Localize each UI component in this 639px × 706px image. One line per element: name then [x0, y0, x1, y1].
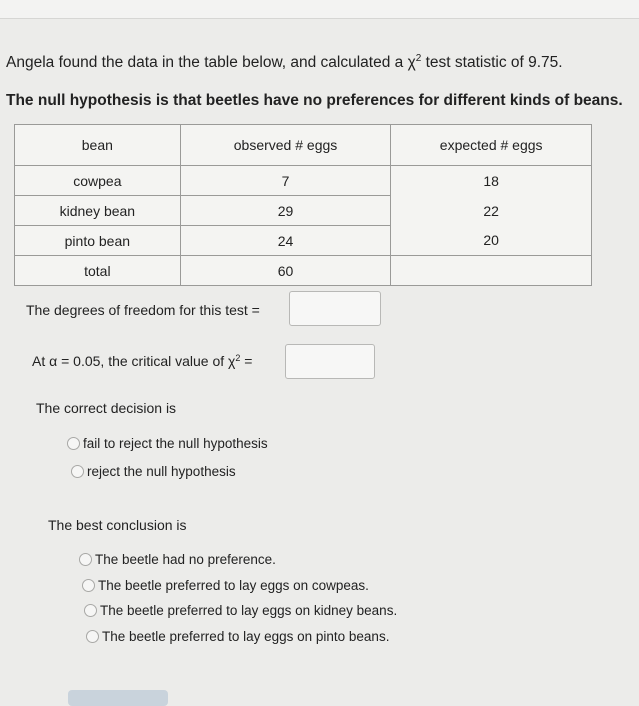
option-label: The beetle had no preference. [95, 551, 276, 567]
header-observed: observed # eggs [180, 125, 391, 166]
conclusion-label: The best conclusion is [48, 517, 187, 533]
radio-button[interactable] [71, 465, 84, 478]
cell-expected: 22 [391, 196, 592, 226]
cell-observed: 60 [180, 256, 391, 286]
cell-expected: 20 [391, 226, 592, 256]
cell-expected [391, 256, 592, 286]
header-bean: bean [15, 125, 181, 166]
degrees-of-freedom-label: The degrees of freedom for this test = [26, 302, 260, 318]
conclusion-option-pinto-beans[interactable] [86, 626, 389, 646]
decision-option-reject[interactable] [71, 461, 236, 481]
option-label: fail to reject the null hypothesis [83, 435, 268, 451]
problem-line-1-end: test statistic of 9.75. [421, 54, 563, 71]
cell-bean: kidney bean [15, 196, 181, 226]
problem-line-1 [6, 40, 636, 82]
table-row [15, 196, 592, 226]
cell-bean: cowpea [15, 166, 181, 196]
radio-button[interactable] [79, 553, 92, 566]
radio-button[interactable] [82, 579, 95, 592]
critical-value-label-text: At α = 0.05, the critical value of χ [32, 353, 236, 369]
critical-value-label-end: = [240, 353, 253, 369]
conclusion-option-kidney-beans[interactable] [84, 600, 397, 620]
cell-bean: total [15, 256, 181, 286]
cell-bean: pinto bean [15, 226, 181, 256]
radio-button[interactable] [67, 437, 80, 450]
radio-button[interactable] [86, 630, 99, 643]
critical-value-label [32, 353, 252, 369]
check-answer-button[interactable] [68, 690, 168, 706]
cell-expected: 18 [391, 166, 592, 196]
problem-line-1-text: Angela found the data in the table below, and calculated a χ [6, 54, 416, 71]
table-row [15, 166, 592, 196]
beetle-data-table [14, 124, 592, 286]
table-header-row [15, 125, 592, 166]
radio-button[interactable] [84, 604, 97, 617]
problem-statement [6, 40, 636, 120]
top-bar [0, 0, 639, 19]
chi-squared-superscript: 2 [415, 53, 422, 64]
table-row [15, 226, 592, 256]
conclusion-option-cowpeas[interactable] [82, 575, 369, 595]
decision-option-fail-to-reject[interactable] [67, 433, 268, 453]
option-label: The beetle preferred to lay eggs on kidney beans. [100, 602, 398, 618]
decision-label: The correct decision is [36, 400, 177, 416]
chi-squared-superscript: 2 [235, 353, 241, 363]
option-label: The beetle preferred to lay eggs on pinto beans. [102, 628, 390, 644]
table-row-total [15, 256, 592, 286]
degrees-of-freedom-input[interactable] [289, 291, 381, 326]
critical-value-input[interactable] [285, 344, 375, 379]
cell-observed: 24 [180, 226, 391, 256]
cell-observed: 29 [180, 196, 391, 226]
option-label: reject the null hypothesis [87, 463, 236, 479]
cell-observed: 7 [180, 166, 391, 196]
header-expected: expected # eggs [391, 125, 592, 166]
null-hypothesis-statement: The null hypothesis is that beetles have no preferences for different kinds of beans. [6, 92, 623, 109]
option-label: The beetle preferred to lay eggs on cowpeas. [98, 577, 369, 593]
conclusion-option-no-preference[interactable] [79, 549, 276, 569]
